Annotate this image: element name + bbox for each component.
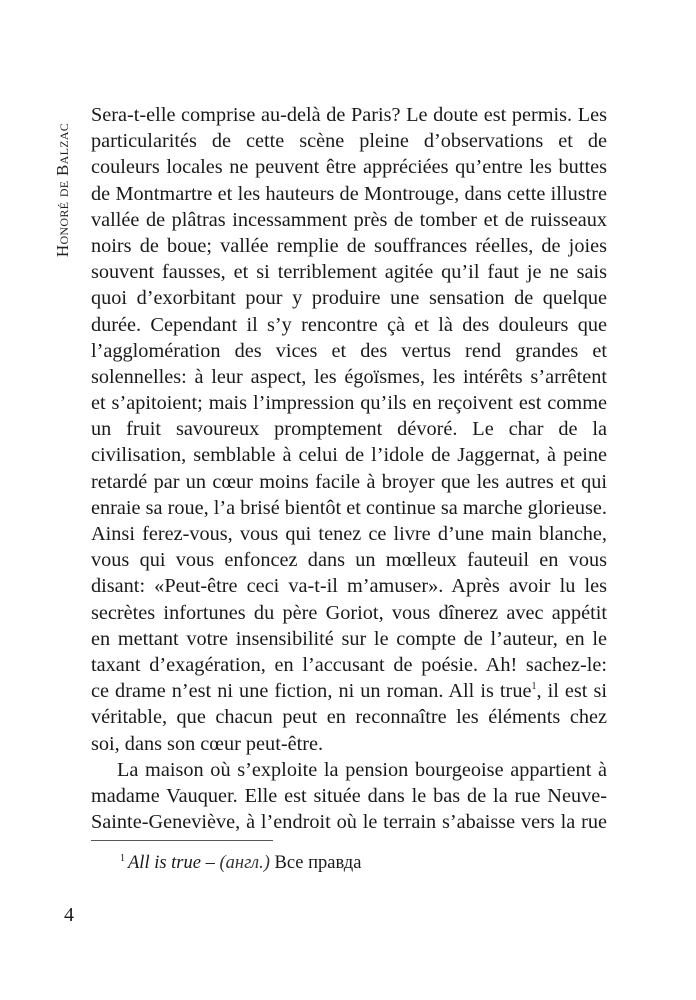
text-line: quoi d’exorbitant pour y produire une sensation de quelque [91, 287, 607, 310]
text-line: durée. Cependant il s’y rencontre çà et là des douleurs que [91, 313, 607, 336]
text-line: vous qui vous enfoncez dans un mœlleux fauteuil en vous [91, 549, 607, 572]
text-segment: , il est si [536, 680, 607, 703]
footnote-divider [91, 840, 273, 841]
text-line: disant: «Peut-être ceci va-t-il m’amuser». Après avoir lu les [91, 575, 607, 598]
footnote-language: (англ.) [219, 853, 270, 873]
text-line: civilisation, semblable à celui de l’idole de Jaggernat, à peine [91, 444, 607, 467]
footnote-term: All is true – [128, 853, 215, 873]
running-head [52, 100, 74, 280]
text-line: enraie sa roue, l’a brisé bientôt et continue sa marche glorieuse. [91, 496, 607, 519]
text-line: en mettant votre insensibilité sur le compte de l’auteur, en le [91, 627, 607, 650]
paragraph-first-line: La maison où s’exploite la pension bourgeoise appartient à [117, 758, 607, 781]
text-line: soi, dans son cœur peut-être. [91, 732, 324, 755]
footnote-mark: 1 [120, 852, 125, 864]
text-line: souvent fausses, et si terriblement agitée qu’il faut je ne sais [91, 261, 607, 284]
text-line: Sainte-Geneviève, à l’endroit où le terrain s’abaisse vers la rue [91, 811, 607, 834]
text-line: secrètes infortunes du père Goriot, vous dînerez avec appétit [91, 601, 607, 624]
text-line: un fruit savoureux promptement dévoré. Le char de la [91, 418, 607, 441]
text-line: solennelles: à leur aspect, les égoïsmes, les intérêts s’arrêtent [91, 365, 607, 388]
text-line: vallée de plâtras incessamment près de tomber et de ruisseaux [91, 208, 607, 231]
footnote-reference[interactable]: 1 [531, 681, 537, 693]
footnote [120, 852, 361, 874]
page-number: 4 [64, 904, 74, 926]
text-line: noirs de boue; vallée remplie de souffrances réelles, de joies [91, 234, 607, 257]
text-line: Ainsi ferez-vous, vous qui tenez ce livre d’une main blanche, [91, 523, 607, 545]
body-text [91, 102, 607, 835]
text-segment: ce drame n’est ni une fiction, ni un roman. All is true [91, 680, 532, 703]
text-line-with-footnote [91, 678, 607, 704]
text-line: retardé par un cœur moins facile à broyer que les autres et qui [91, 470, 607, 493]
text-line: Sera-t-elle comprise au-delà de Paris? Le doute est permis. Les [91, 104, 607, 126]
text-line: de Montmartre et les hauteurs de Montrouge, dans cette illustre [91, 182, 607, 205]
text-line: l’agglomération des vices et des vertus rend grandes et [91, 339, 607, 362]
text-line: taxant d’exagération, en l’accusant de poésie. Ah! sachez-le: [91, 653, 607, 676]
text-line: madame Vauquer. Elle est située dans le bas de la rue Neuve- [91, 784, 607, 807]
text-line: particularités de cette scène pleine d’observations et de [91, 130, 607, 153]
running-head-author: Honoré de Balzac [53, 122, 72, 258]
text-line: véritable, que chacun peut en reconnaître les éléments chez [91, 706, 607, 729]
text-line: et s’apitoient; mais l’impression qu’ils en reçoivent est comme [91, 392, 607, 415]
footnote-translation: Все правда [274, 853, 362, 873]
text-line: couleurs locales ne peuvent être appréciées qu’entre les buttes [91, 156, 607, 179]
